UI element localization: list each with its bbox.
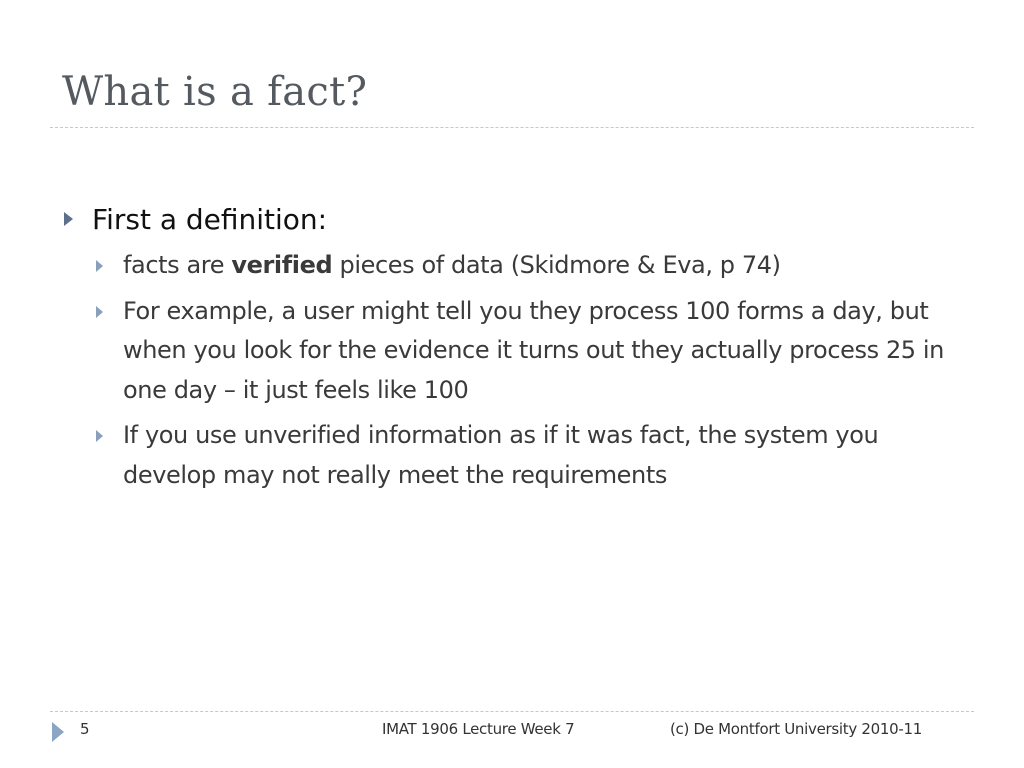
bullet-unverified	[62, 416, 952, 495]
bullet-first-definition	[62, 200, 952, 240]
title-divider	[50, 127, 974, 128]
bullet-facts-verified	[62, 246, 952, 286]
bullet-text: If you use unverified information as if it was fact, the system you develop may not really meet the requirements	[123, 421, 879, 489]
bullet-text-part: facts are	[123, 251, 232, 279]
footer-course: IMAT 1906 Lecture Week 7	[382, 720, 575, 738]
slide-content	[62, 200, 952, 501]
slide-number: 5	[80, 720, 90, 738]
bullet-text-bold: verified	[231, 251, 333, 279]
bullet-text: First a definition:	[92, 203, 328, 236]
triangle-bullet-icon	[96, 306, 103, 318]
triangle-arrow-icon	[52, 722, 64, 742]
bullet-example	[62, 292, 952, 411]
triangle-bullet-icon	[96, 260, 103, 272]
triangle-bullet-icon	[96, 430, 103, 442]
slide-title: What is a fact?	[62, 69, 368, 115]
bullet-text	[123, 251, 781, 279]
footer-divider	[50, 711, 974, 712]
triangle-bullet-icon	[64, 212, 73, 226]
bullet-text: For example, a user might tell you they process 100 forms a day, but when you look for the evidence it turns out they actually process 25 in one day – it just feels like 100	[123, 296, 944, 404]
bullet-text-part: pieces of data (Skidmore & Eva, p 74)	[332, 251, 781, 279]
footer-copyright: (c) De Montfort University 2010-11	[670, 720, 922, 738]
